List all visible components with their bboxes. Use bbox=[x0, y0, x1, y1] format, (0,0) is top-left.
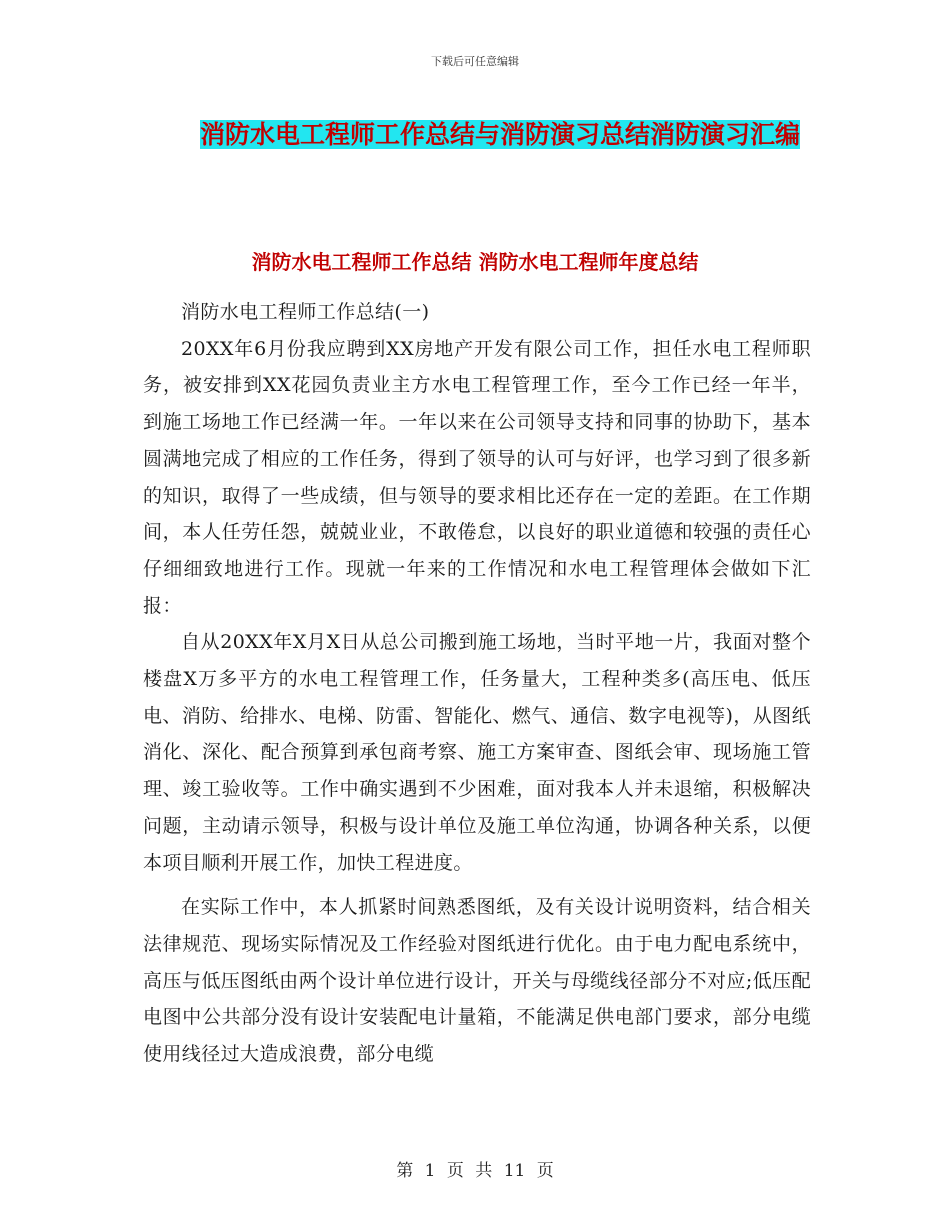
page-footer: 第 1 页 共 11 页 bbox=[396, 1161, 554, 1181]
subheading: 消防水电工程师工作总结(一) bbox=[181, 301, 430, 323]
document-body bbox=[143, 294, 811, 1073]
document-title-text: 消防水电工程师工作总结与消防演习总结消防演习汇编 bbox=[199, 120, 800, 149]
section-title: 消防水电工程师工作总结 消防水电工程师年度总结 bbox=[251, 250, 699, 274]
paragraph: 自从20XX年X月X日从总公司搬到施工场地，当时平地一片，我面对整个楼盘X万多平方的水电工程管理工作，任务量大，工程种类多(高压电、低压电、消防、给排水、电梯、防雷、智能化、燃气、通信、数字电视等)，从图纸消化、深化、配合预算到承包商考察、施工方案审查、图纸会审、现场施工管理、竣工验收等。工作中确实遇到不少困难，面对我本人并未退缩，积极解决问题，主动请示领导，积极与设计单位及施工单位沟通，协调各种关系，以便本项目顺利开展工作，加快工程进度。 bbox=[143, 631, 811, 874]
paragraph: 20XX年6月份我应聘到XX房地产开发有限公司工作，担任水电工程师职务，被安排到XX花园负责业主方水电工程管理工作，至今工作已经一年半，到施工场地工作已经满一年。一年以来在公司领导支持和同事的协助下，基本圆满地完成了相应的工作任务，得到了领导的认可与好评，也学习到了很多新的知识，取得了一些成绩，但与领导的要求相比还存在一定的差距。在工作期间，本人任劳任怨，兢兢业业，不敢倦怠，以良好的职业道德和较强的责任心仔细细致地进行工作。现就一年来的工作情况和水电工程管理体会做如下汇报： bbox=[143, 337, 811, 617]
paragraph: 在实际工作中，本人抓紧时间熟悉图纸，及有关设计说明资料，结合相关法律规范、现场实际情况及工作经验对图纸进行优化。由于电力配电系统中，高压与低压图纸由两个设计单位进行设计，开关与母缆线径部分不对应;低压配电图中公共部分没有设计安装配电计量箱，不能满足供电部门要求，部分电缆使用线径过大造成浪费，部分电缆 bbox=[143, 896, 811, 1066]
document-title bbox=[190, 113, 810, 157]
header-note: 下载后可任意编辑 bbox=[431, 55, 519, 68]
